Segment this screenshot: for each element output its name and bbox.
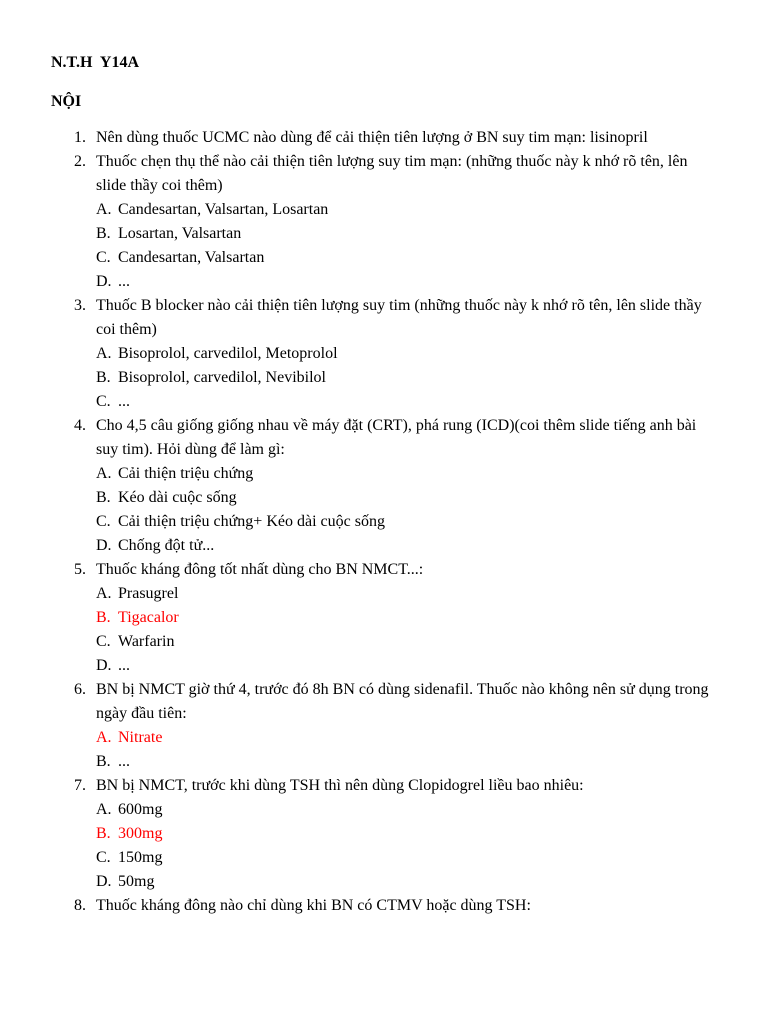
- option-4b: B. Kéo dài cuộc sống: [96, 489, 237, 506]
- option-2d: D. ...: [96, 273, 130, 290]
- question-text: Thuốc B blocker nào cải thiện tiên lượng suy tim (những thuốc này k nhớ rõ tên, lên slide thầy coi thêm): [96, 297, 702, 338]
- question-text: Thuốc chẹn thụ thể nào cải thiện tiên lượng suy tim mạn: (những thuốc này k nhớ rõ tên, lên slide thầy coi thêm): [96, 153, 688, 194]
- question-6: [74, 678, 714, 726]
- question-number: 5.: [74, 561, 86, 578]
- option-4c: C. Cải thiện triệu chứng+ Kéo dài cuộc sống: [96, 513, 385, 530]
- option-7b-answer: B. 300mg: [96, 825, 163, 842]
- option-6a-answer: A. Nitrate: [96, 729, 163, 746]
- question-number: 7.: [74, 777, 86, 794]
- question-4: [74, 414, 714, 462]
- question-3: [74, 294, 714, 342]
- question-number: 3.: [74, 297, 86, 314]
- option-3b: B. Bisoprolol, carvedilol, Nevibilol: [96, 369, 326, 386]
- author-heading: N.T.H Y14A: [51, 54, 139, 71]
- question-8: [74, 894, 714, 918]
- option-7c: C. 150mg: [96, 849, 163, 866]
- question-text: BN bị NMCT, trước khi dùng TSH thì nên dùng Clopidogrel liều bao nhiêu:: [96, 777, 584, 794]
- question-1: [74, 126, 714, 150]
- option-5c: C. Warfarin: [96, 633, 175, 650]
- question-5: [74, 558, 714, 582]
- option-2a: A. Candesartan, Valsartan, Losartan: [96, 201, 329, 218]
- option-3c: C. ...: [96, 393, 130, 410]
- question-7: [74, 774, 714, 798]
- option-2b: B. Losartan, Valsartan: [96, 225, 242, 242]
- question-text: BN bị NMCT giờ thứ 4, trước đó 8h BN có dùng sidenafil. Thuốc nào không nên sử dụng trong ngày đầu tiên:: [96, 681, 709, 722]
- option-3a: A. Bisoprolol, carvedilol, Metoprolol: [96, 345, 338, 362]
- option-7d: D. 50mg: [96, 873, 155, 890]
- question-text: Thuốc kháng đông tốt nhất dùng cho BN NMCT...:: [96, 561, 424, 578]
- subject-heading: NỘI: [51, 93, 82, 110]
- option-2c: C. Candesartan, Valsartan: [96, 249, 265, 266]
- question-text: Nên dùng thuốc UCMC nào dùng để cải thiện tiên lượng ở BN suy tim mạn: lisinopril: [96, 129, 648, 146]
- option-5b-answer: B. Tigacalor: [96, 609, 179, 626]
- option-5a: A. Prasugrel: [96, 585, 179, 602]
- option-4d: D. Chống đột tử...: [96, 537, 215, 554]
- question-number: 6.: [74, 681, 86, 698]
- question-number: 2.: [74, 153, 86, 170]
- option-5d: D. ...: [96, 657, 130, 674]
- question-number: 4.: [74, 417, 86, 434]
- question-text: Cho 4,5 câu giống giống nhau về máy đặt (CRT), phá rung (ICD)(coi thêm slide tiếng anh bài suy tim). Hỏi dùng để làm gì:: [96, 417, 697, 458]
- question-number: 1.: [74, 129, 86, 146]
- question-text: Thuốc kháng đông nào chỉ dùng khi BN có CTMV hoặc dùng TSH:: [96, 897, 531, 914]
- option-7a: A. 600mg: [96, 801, 163, 818]
- question-2: [74, 150, 714, 198]
- option-4a: A. Cải thiện triệu chứng: [96, 465, 254, 482]
- question-number: 8.: [74, 897, 86, 914]
- option-6b: B. ...: [96, 753, 130, 770]
